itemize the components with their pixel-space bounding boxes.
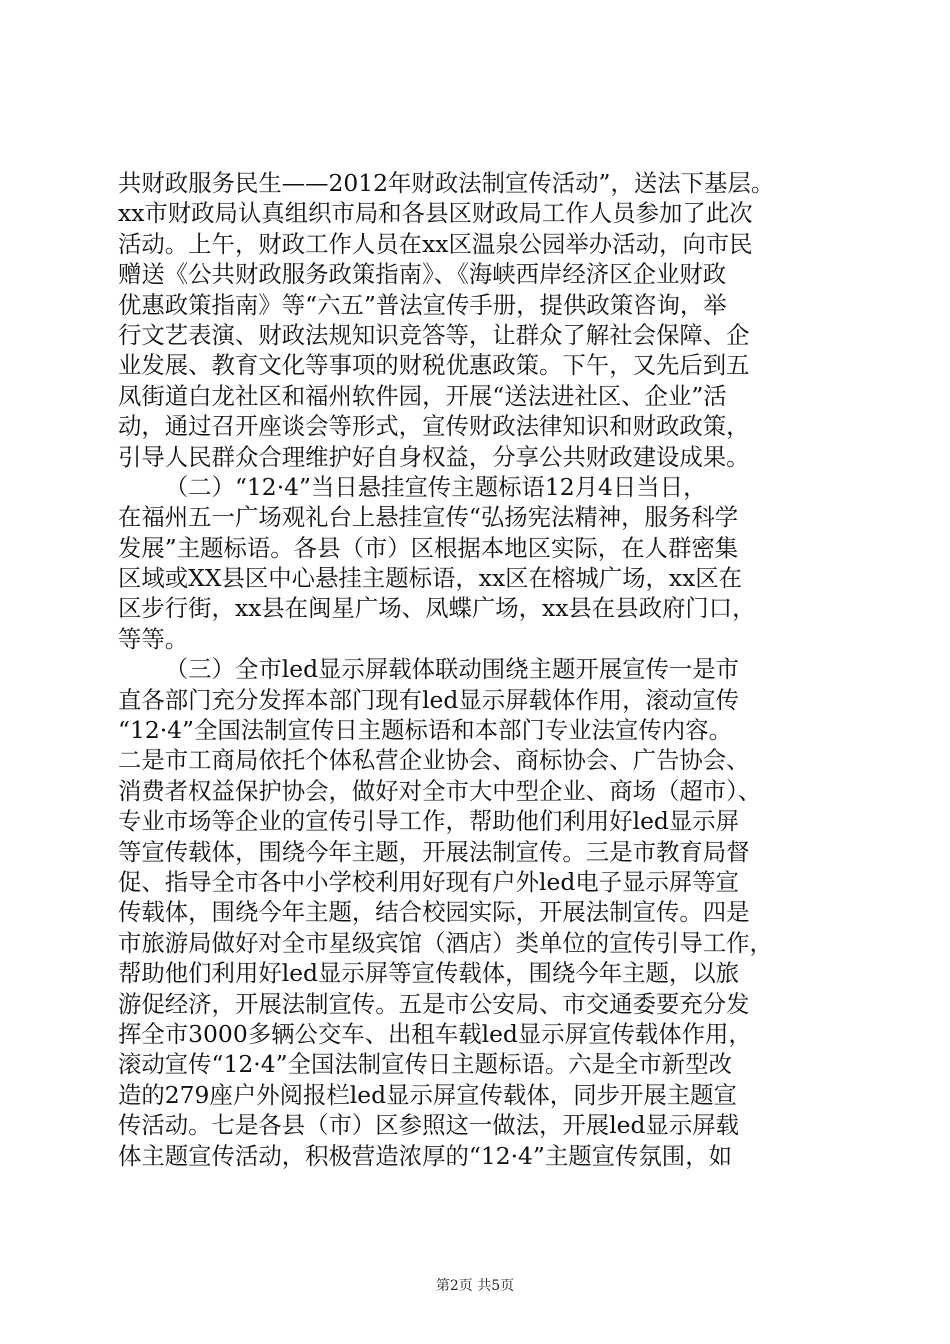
- text-line: 业发展、教育文化等事项的财税优惠政策。下午，又先后到五: [118, 351, 750, 380]
- text-line: 促、指导全市各中小学校利用好现有户外led电子显示屏等宣: [118, 867, 740, 896]
- text-line: 造的279座户外阅报栏led显示屏宣传载体，同步开展主题宣: [118, 1080, 737, 1109]
- text-line: “12·4”全国法制宣传日主题标语和本部门专业法宣传内容。: [118, 716, 732, 745]
- text-line: 等宣传载体，围绕今年主题，开展法制宣传。三是市教育局督: [118, 837, 750, 866]
- text-line: 发展”主题标语。各县（市）区根据本地区实际，在人群密集: [118, 533, 739, 562]
- text-line: （三）全市led显示屏载体联动围绕主题开展宣传一是市: [164, 655, 740, 684]
- paragraph-led-screens: [118, 654, 832, 1171]
- text-line: 传活动。七是各县（市）区参照这一做法，开展led显示屏载: [118, 1111, 740, 1140]
- text-line: 帮助他们利用好led显示屏等宣传载体，围绕今年主题，以旅: [118, 959, 740, 988]
- text-line: 市旅游局做好对全市星级宾馆（酒店）类单位的宣传引导工作，: [118, 928, 773, 957]
- text-line: 行文艺表演、财政法规知识竞答等，让群众了解社会保障、企: [118, 320, 750, 349]
- text-line: 专业市场等企业的宣传引导工作，帮助他们利用好led显示屏: [118, 807, 740, 836]
- text-line: 共财政服务民生——2012年财政法制宣传活动”，送法下基层。: [118, 169, 775, 197]
- text-line: xx市财政局认真组织市局和各县区财政局工作人员参加了此次: [118, 199, 753, 228]
- text-line: 滚动宣传“12·4”全国法制宣传日主题标语。六是全市新型改: [118, 1050, 732, 1079]
- paragraph-financial-activity: [118, 168, 832, 472]
- text-line: 二是市工商局依托个体私营企业协会、商标协会、广告协会、: [118, 746, 750, 775]
- text-line: 在福州五一广场观礼台上悬挂宣传“弘扬宪法精神，服务科学: [118, 503, 739, 532]
- document-body: [118, 168, 832, 1171]
- text-line: 赠送《公共财政服务政策指南》、《海峡西岸经济区企业财政: [118, 260, 727, 289]
- text-line: 传载体，围绕今年主题，结合校园实际，开展法制宣传。四是: [118, 898, 750, 927]
- text-line: 动，通过召开座谈会等形式，宣传财政法律知识和财政政策，: [118, 412, 750, 441]
- text-line: 消费者权益保护协会，做好对全市大中型企业、商场（超市）、: [118, 776, 762, 805]
- text-line: （二）“12·4”当日悬挂宣传主题标语12月4日当日，: [164, 472, 707, 501]
- text-line: 挥全市3000多辆公交车、出租车载led显示屏宣传载体作用，: [118, 1019, 752, 1048]
- text-line: 游促经济，开展法制宣传。五是市公安局、市交通委要充分发: [118, 989, 750, 1018]
- page-number-footer: 第2页 共5页: [435, 1278, 515, 1294]
- text-line: 直各部门充分发挥本部门现有led显示屏载体作用，滚动宣传: [118, 685, 740, 714]
- text-line: 区步行街，xx县在闽星广场、凤蝶广场，xx县在县政府门口，: [118, 594, 756, 623]
- text-line: 凤街道白龙社区和福州软件园，开展“送法进社区、企业”活: [118, 381, 727, 410]
- text-line: 区域或XX县区中心悬挂主题标语，xx区在榕城广场，xx区在: [118, 564, 743, 593]
- text-line: 体主题宣传活动，积极营造浓厚的“12·4”主题宣传氛围，如: [118, 1141, 732, 1170]
- paragraph-slogan-banners: [118, 472, 832, 654]
- text-line: 优惠政策指南》等“六五”普法宣传手册，提供政策咨询，举: [118, 290, 727, 319]
- text-line: 等等。: [118, 624, 189, 653]
- text-line: 活动。上午，财政工作人员在xx区温泉公园举办活动，向市民: [118, 229, 753, 258]
- text-line: 引导人民群众合理维护好自身权益，分享公共财政建设成果。: [118, 442, 750, 471]
